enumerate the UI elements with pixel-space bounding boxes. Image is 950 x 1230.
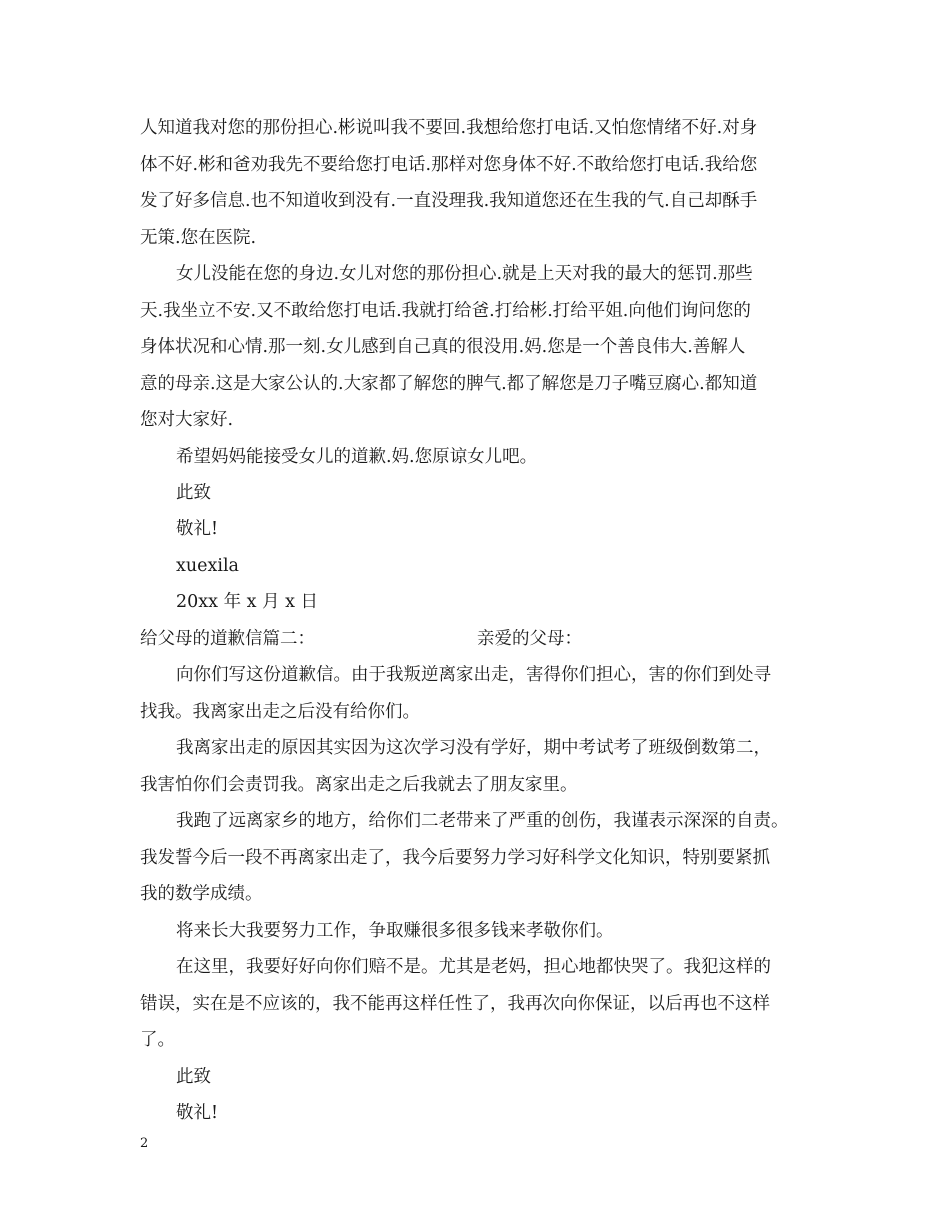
closing-line: 敬礼! [176, 519, 219, 539]
text-line: 我害怕你们会责罚我。离家出走之后我就去了朋友家里。 [140, 775, 578, 795]
text-line: 希望妈妈能接受女儿的道歉.妈.您原谅女儿吧。 [176, 447, 538, 467]
text-line: 向你们写这份道歉信。由于我叛逆离家出走，害得你们担心，害的你们到处寻 [176, 665, 771, 685]
text-line: 发了好多信息.也不知道收到没有.一直没理我.我知道您还在生我的气.自己却酥手 [140, 191, 758, 211]
text-line: 人知道我对您的那份担心.彬说叫我不要回.我想给您打电话.又怕您情绪不好.对身 [140, 118, 758, 138]
text-line: 我发誓今后一段不再离家出走了，我今后要努力学习好科学文化知识，特别要紧抓 [140, 848, 770, 868]
section-heading: 给父母的道歉信篇二： [140, 629, 315, 649]
text-line: 了。 [140, 1030, 175, 1050]
text-line: 将来长大我要努力工作，争取赚很多很多钱来孝敬你们。 [176, 921, 614, 941]
page-number: 2 [140, 1136, 149, 1151]
closing-line: 此致 [176, 483, 211, 503]
text-line: 身体状况和心情.那一刻.女儿感到自己真的很没用.妈.您是一个善良伟大.善解人 [140, 337, 746, 357]
text-line: 错误，实在是不应该的，我不能再这样任性了，我再次向你保证，以后再也不这样 [140, 994, 770, 1014]
signature-line: xuexila [176, 556, 239, 576]
section-heading-line [140, 628, 582, 650]
text-line: 体不好.彬和爸劝我先不要给您打电话.那样对您身体不好.不敢给您打电话.我给您 [140, 155, 758, 175]
text-line: 在这里，我要好好向你们赔不是。尤其是老妈，担心地都快哭了。我犯这样的 [176, 957, 771, 977]
salutation: 亲爱的父母： [477, 629, 582, 649]
text-line: 无策.您在医院. [140, 228, 257, 248]
text-line: 意的母亲.这是大家公认的.大家都了解您的脾气.都了解您是刀子嘴豆腐心.都知道 [140, 374, 758, 394]
text-line: 我跑了远离家乡的地方，给你们二老带来了严重的创伤，我谨表示深深的自责。 [176, 811, 789, 831]
text-line: 女儿没能在您的身边.女儿对您的那份担心.就是上天对我的最大的惩罚.那些 [176, 264, 753, 284]
text-line: 我离家出走的原因其实因为这次学习没有学好，期中考试考了班级倒数第二， [176, 738, 771, 758]
text-line: 您对大家好. [140, 410, 234, 430]
closing-line: 敬礼! [176, 1103, 219, 1123]
date-line: 20xx 年 x 月 x 日 [176, 592, 319, 612]
text-line: 天.我坐立不安.又不敢给您打电话.我就打给爸.打给彬.打给平姐.向他们询问您的 [140, 301, 751, 321]
closing-line: 此致 [176, 1067, 211, 1087]
text-line: 我的数学成绩。 [140, 884, 263, 904]
text-line: 找我。我离家出走之后没有给你们。 [140, 702, 420, 722]
